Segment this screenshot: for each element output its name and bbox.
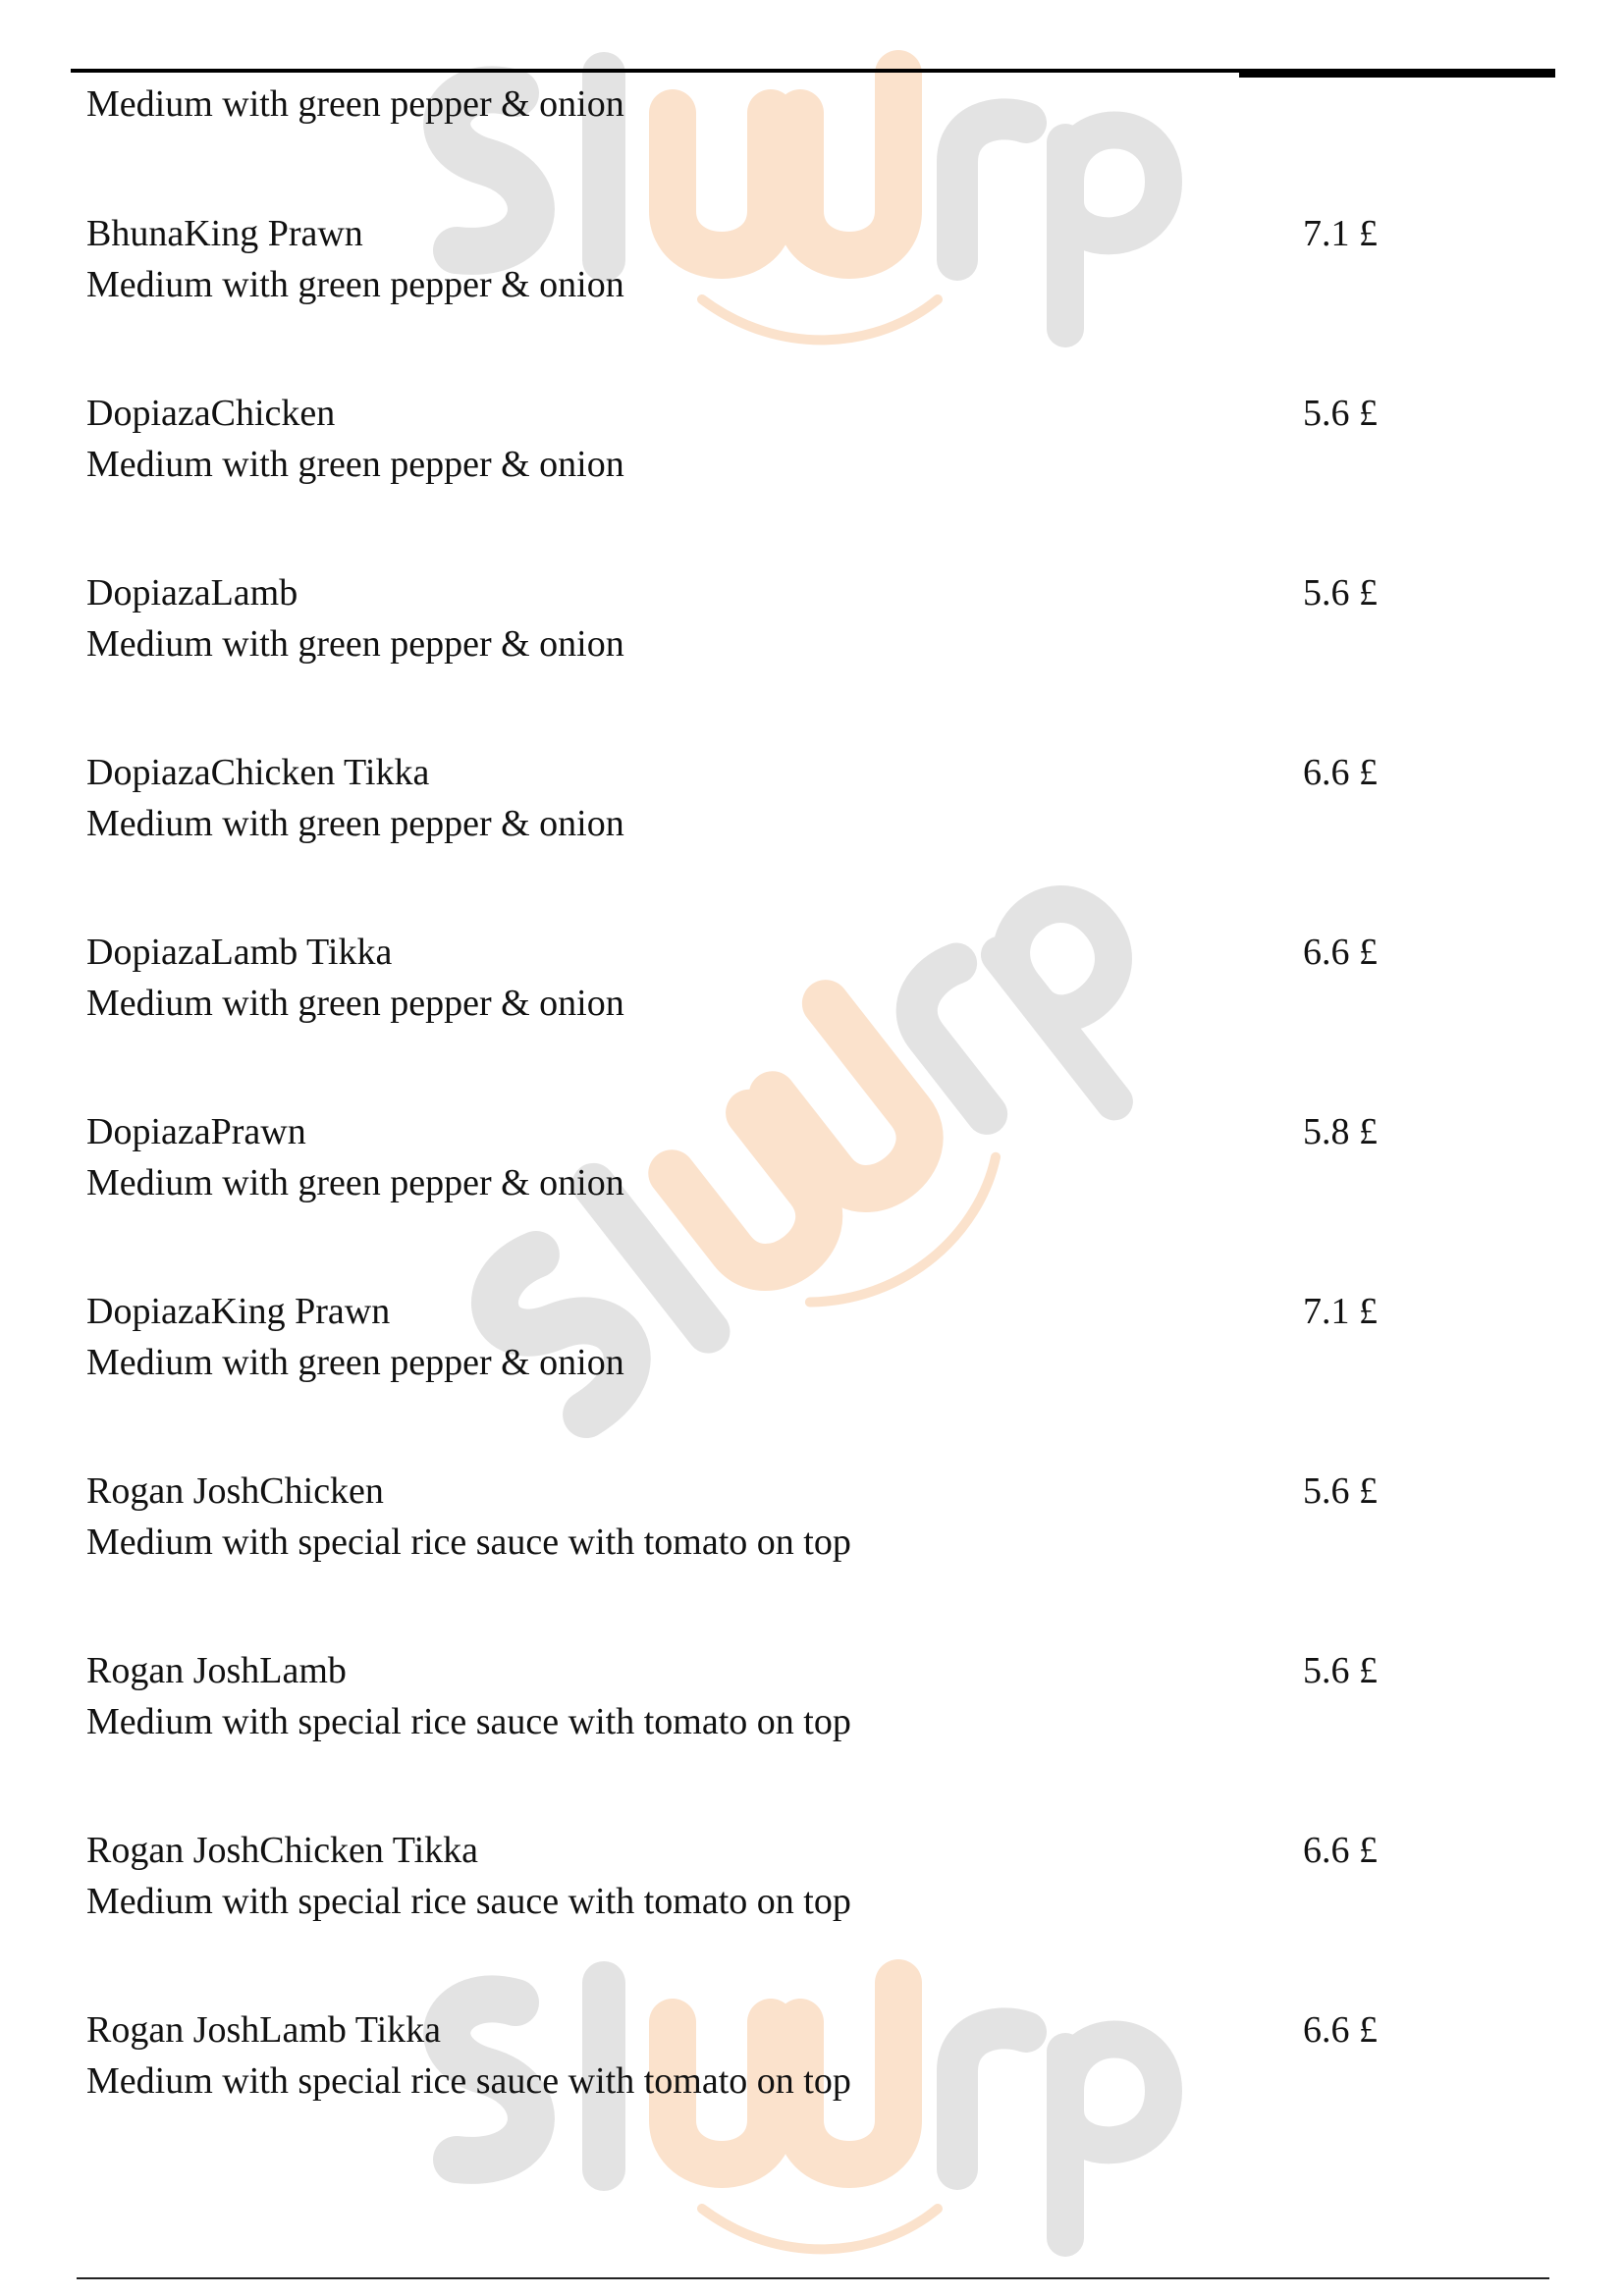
- menu-item: [86, 747, 1481, 927]
- menu-item: [86, 1645, 1481, 1825]
- menu-item-price: 5.6 £: [1303, 1470, 1378, 1512]
- menu-item-price: 6.6 £: [1303, 2009, 1378, 2051]
- menu-item: [86, 388, 1481, 567]
- menu-item-name: DopiazaChicken Tikka: [86, 752, 430, 793]
- menu-item-list: [86, 208, 1481, 2184]
- menu-item-description: Medium with green pepper & onion: [86, 1162, 624, 1203]
- menu-item: [86, 1825, 1481, 2004]
- menu-item-name: DopiazaKing Prawn: [86, 1291, 391, 1332]
- menu-item-price: 6.6 £: [1303, 752, 1378, 793]
- continued-item-description: Medium with green pepper & onion: [86, 83, 624, 125]
- menu-item-name: Rogan JoshChicken: [86, 1470, 384, 1512]
- menu-item-name: Rogan JoshChicken Tikka: [86, 1830, 479, 1871]
- menu-item-name: Rogan JoshLamb Tikka: [86, 2009, 442, 2051]
- menu-item: [86, 1286, 1481, 1466]
- menu-item-description: Medium with special rice sauce with tomato on top: [86, 2060, 851, 2102]
- menu-item-description: Medium with green pepper & onion: [86, 444, 624, 485]
- menu-item-price: 7.1 £: [1303, 213, 1378, 254]
- menu-item-description: Medium with special rice sauce with tomato on top: [86, 1522, 851, 1563]
- menu-item-description: Medium with green pepper & onion: [86, 1342, 624, 1383]
- menu-item-name: DopiazaChicken: [86, 393, 336, 434]
- menu-item-description: Medium with special rice sauce with tomato on top: [86, 1701, 851, 1742]
- menu-item-name: DopiazaLamb: [86, 572, 298, 614]
- menu-item-price: 7.1 £: [1303, 1291, 1378, 1332]
- menu-item-description: Medium with special rice sauce with tomato on top: [86, 1881, 851, 1922]
- menu-item-description: Medium with green pepper & onion: [86, 983, 624, 1024]
- menu-item: [86, 567, 1481, 747]
- menu-item: [86, 2004, 1481, 2184]
- menu-item: [86, 208, 1481, 388]
- menu-item-price: 6.6 £: [1303, 1830, 1378, 1871]
- menu-item-name: DopiazaPrawn: [86, 1111, 306, 1152]
- bottom-divider: [77, 2277, 1549, 2279]
- menu-item: [86, 1466, 1481, 1645]
- menu-item-description: Medium with green pepper & onion: [86, 803, 624, 844]
- menu-item-price: 5.8 £: [1303, 1111, 1378, 1152]
- menu-item-name: Rogan JoshLamb: [86, 1650, 347, 1691]
- menu-item-price: 5.6 £: [1303, 393, 1378, 434]
- top-divider-accent: [1239, 69, 1555, 78]
- menu-item-price: 5.6 £: [1303, 1650, 1378, 1691]
- menu-item-price: 5.6 £: [1303, 572, 1378, 614]
- menu-item-name: DopiazaLamb Tikka: [86, 932, 393, 973]
- menu-item-price: 6.6 £: [1303, 932, 1378, 973]
- menu-item-description: Medium with green pepper & onion: [86, 623, 624, 665]
- menu-item: [86, 927, 1481, 1106]
- menu-item-name: BhunaKing Prawn: [86, 213, 363, 254]
- menu-item-description: Medium with green pepper & onion: [86, 264, 624, 305]
- menu-item: [86, 1106, 1481, 1286]
